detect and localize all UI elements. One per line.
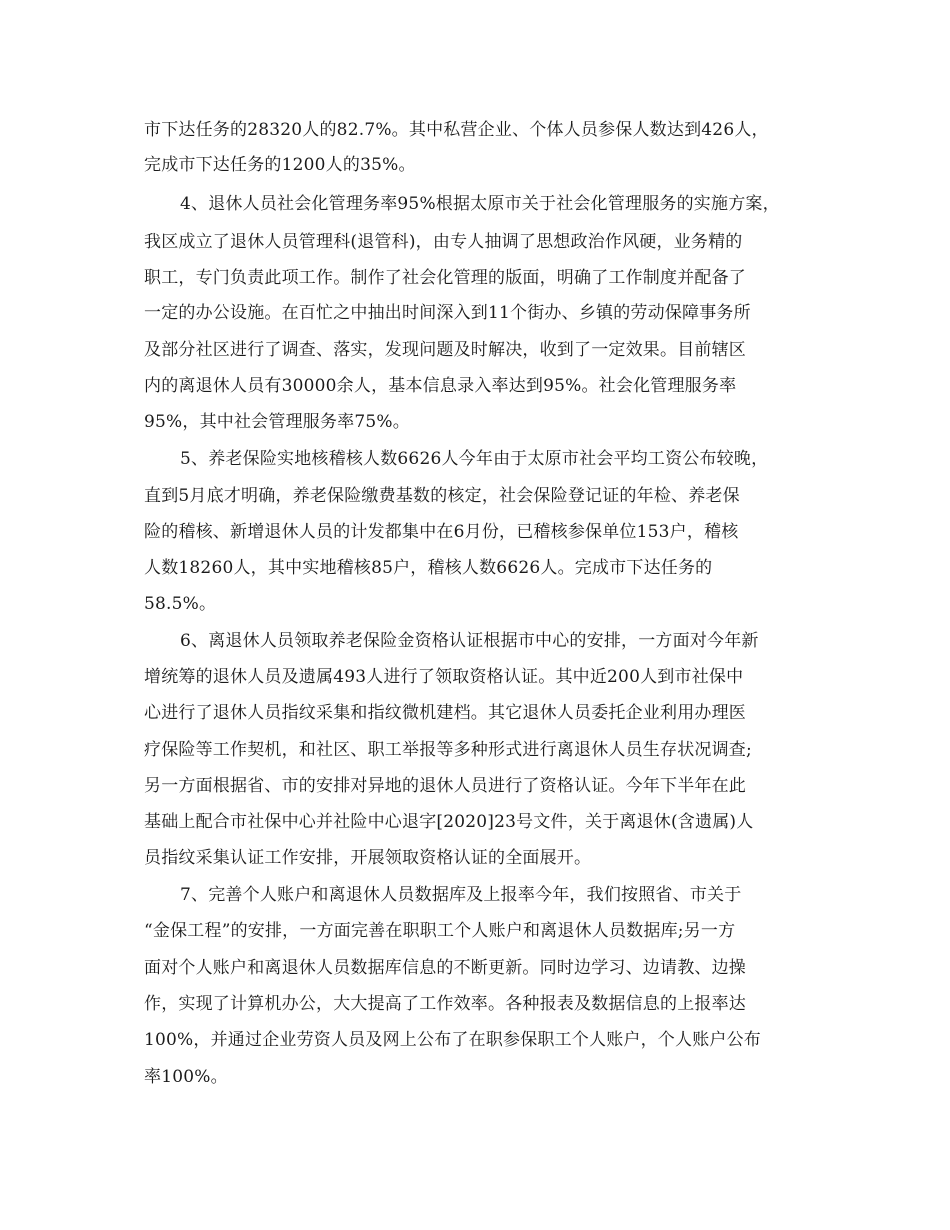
text-line: 58.5%。 (144, 594, 217, 614)
text-line: 作，实现了计算机办公，大大提高了工作效率。各种报表及数据信息的上报率达 (144, 994, 746, 1014)
text-line: 我区成立了退休人员管理科(退管科)，由专人抽调了思想政治作风硬，业务精的 (144, 232, 743, 252)
text-line: 及部分社区进行了调查、落实，发现问题及时解决，收到了一定效果。目前辖区 (144, 340, 746, 360)
text-line: 100%，并通过企业劳资人员及网上公布了在职参保职工个人账户，个人账户公布 (144, 1030, 761, 1050)
text-line: 完成市下达任务的1200人的35%。 (144, 155, 416, 175)
text-line: 内的离退休人员有30000余人，基本信息录入率达到95%。社会化管理服务率 (144, 376, 737, 396)
text-line: “金保工程”的安排，一方面完善在职职工个人账户和离退休人员数据库;另一方 (144, 921, 736, 941)
paragraph-6-heading-line: 6、离退休人员领取养老保险金资格认证根据市中心的安排，一方面对今年新 (180, 631, 759, 651)
text-line: 基础上配合市社保中心并社险中心退字[2020]23号文件，关于离退休(含遗属)人 (144, 812, 754, 832)
text-line: 面对个人账户和离退休人员数据库信息的不断更新。同时边学习、边请教、边操 (144, 958, 746, 978)
text-line: 险的稽核、新增退休人员的计发都集中在6月份，已稽核参保单位153户，稽核 (144, 522, 739, 542)
text-line: 一定的办公设施。在百忙之中抽出时间深入到11个街办、乡镇的劳动保障事务所 (144, 303, 751, 323)
text-line: 另一方面根据省、市的安排对异地的退休人员进行了资格认证。今年下半年在此 (144, 776, 746, 796)
text-line: 员指纹采集认证工作安排，开展领取资格认证的全面展开。 (144, 848, 592, 868)
paragraph-4-heading-line: 4、退休人员社会化管理务率95%根据太原市关于社会化管理服务的实施方案， (180, 194, 780, 214)
text-line: 疗保险等工作契机，和社区、职工举报等多种形式进行离退休人员生存状况调查; (144, 740, 752, 760)
text-line: 市下达任务的28320人的82.7%。其中私营企业、个体人员参保人数达到426人， (144, 120, 769, 140)
paragraph-5-heading-line: 5、养老保险实地核稽核人数6626人今年由于太原市社会平均工资公布较晚， (180, 449, 769, 469)
text-line: 人数18260人，其中实地稽核85户，稽核人数6626人。完成市下达任务的 (144, 558, 713, 578)
text-line: 95%，其中社会管理服务率75%。 (144, 412, 410, 432)
text-line: 率100%。 (144, 1067, 228, 1087)
text-line: 职工，专门负责此项工作。制作了社会化管理的版面，明确了工作制度并配备了 (144, 268, 746, 288)
paragraph-7-heading-line: 7、完善个人账户和离退休人员数据库及上报率今年，我们按照省、市关于 (180, 885, 742, 905)
text-line: 增统筹的退休人员及遗属493人进行了领取资格认证。其中近200人到市社保中 (144, 667, 744, 687)
text-line: 心进行了退休人员指纹采集和指纹微机建档。其它退休人员委托企业利用办理医 (144, 703, 746, 723)
text-line: 直到5月底才明确，养老保险缴费基数的核定，社会保险登记证的年检、养老保 (144, 486, 740, 506)
